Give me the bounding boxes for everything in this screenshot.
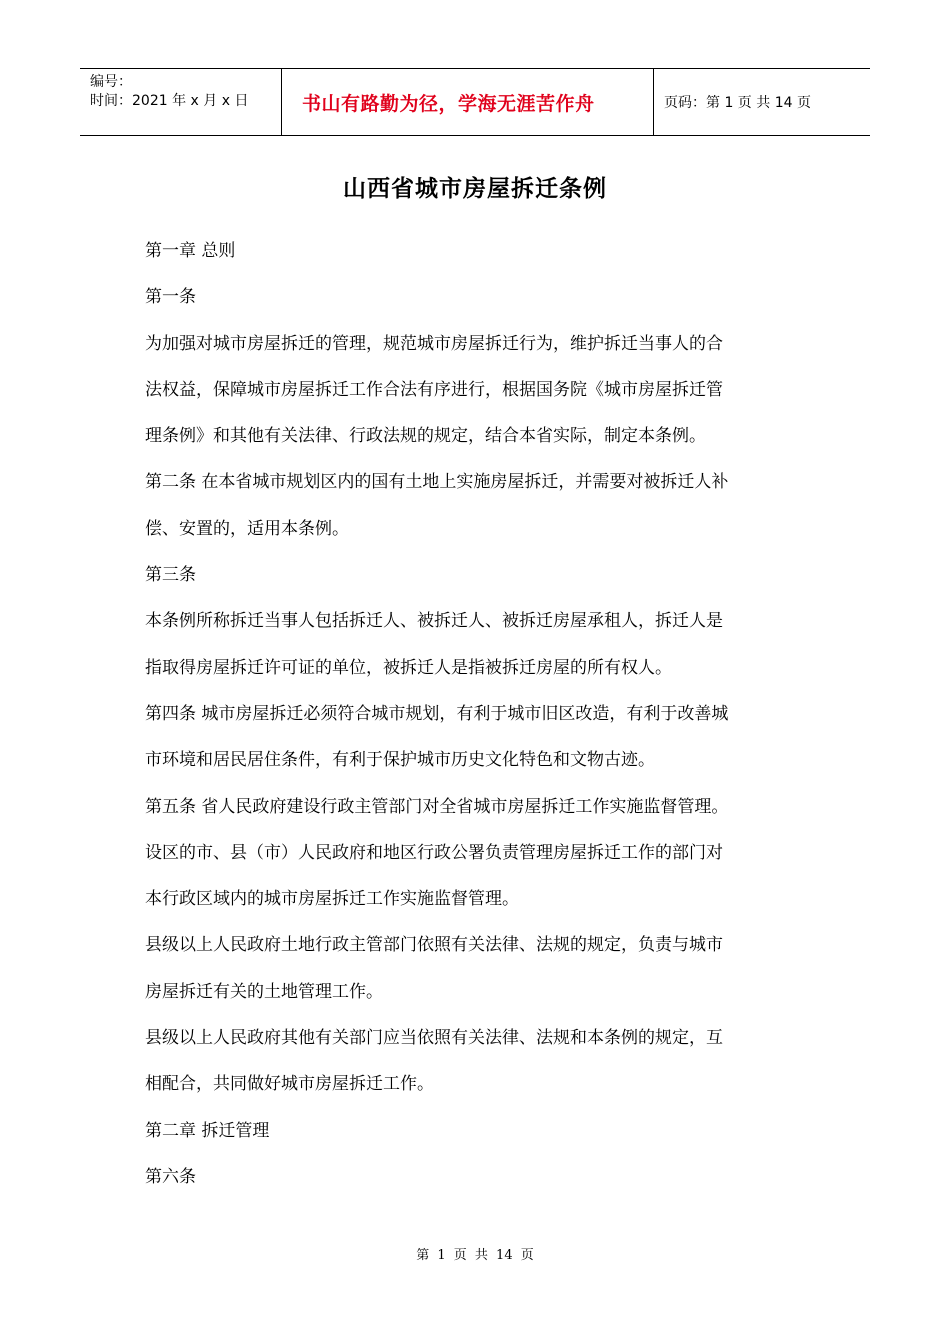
body-line: 第二条 在本省城市规划区内的国有土地上实施房屋拆迁，并需要对被拆迁人补 (145, 472, 729, 493)
body-line: 相配合，共同做好城市房屋拆迁工作。 (145, 1074, 434, 1095)
body-line: 县级以上人民政府土地行政主管部门依照有关法律、法规的规定，负责与城市 (145, 935, 723, 956)
header-page-info: 页码：第 1 页 共 14 页 (664, 95, 811, 111)
body-line: 第二章 拆迁管理 (145, 1120, 270, 1141)
body-line: 指取得房屋拆迁许可证的单位，被拆迁人是指被拆迁房屋的所有权人。 (145, 657, 672, 678)
document-title: 山西省城市房屋拆迁条例 (343, 176, 607, 202)
body-line: 理条例》和其他有关法律、行政法规的规定，结合本省实际，制定本条例。 (145, 426, 706, 447)
body-line: 房屋拆迁有关的土地管理工作。 (145, 981, 383, 1002)
body-line: 本行政区域内的城市房屋拆迁工作实施监督管理。 (145, 889, 519, 910)
document-date: 时间：2021 年 x 月 x 日 (90, 93, 249, 109)
body-line: 第一章 总则 (145, 241, 236, 261)
header-motto: 书山有路勤为径，学海无涯苦作舟 (302, 92, 595, 115)
body-line: 第四条 城市房屋拆迁必须符合城市规划，有利于城市旧区改造，有利于改善城 (145, 703, 729, 724)
body-line: 市环境和居民居住条件，有利于保护城市历史文化特色和文物古迹。 (145, 750, 655, 771)
header-meta-cell (80, 69, 282, 135)
body-line: 偿、安置的，适用本条例。 (145, 518, 349, 539)
body-line: 第六条 (145, 1166, 196, 1187)
body-line: 第五条 省人民政府建设行政主管部门对全省城市房屋拆迁工作实施监督管理。 (145, 796, 729, 817)
document-number-label: 编号： (90, 74, 132, 90)
page-footer: 第 1 页 共 14 页 (416, 1248, 534, 1263)
header-motto-cell (282, 69, 654, 135)
document-body (145, 228, 810, 1200)
body-line: 设区的市、县（市）人民政府和地区行政公署负责管理房屋拆迁工作的部门对 (145, 842, 723, 863)
header-page-cell (654, 69, 870, 135)
body-line: 第一条 (145, 287, 196, 308)
body-line: 第三条 (145, 565, 196, 586)
body-line: 法权益，保障城市房屋拆迁工作合法有序进行，根据国务院《城市房屋拆迁管 (145, 379, 723, 400)
body-line: 本条例所称拆迁当事人包括拆迁人、被拆迁人、被拆迁房屋承租人，拆迁人是 (145, 611, 723, 632)
document-header (80, 68, 870, 136)
body-line: 县级以上人民政府其他有关部门应当依照有关法律、法规和本条例的规定，互 (145, 1028, 723, 1049)
body-line: 为加强对城市房屋拆迁的管理，规范城市房屋拆迁行为，维护拆迁当事人的合 (145, 333, 723, 354)
